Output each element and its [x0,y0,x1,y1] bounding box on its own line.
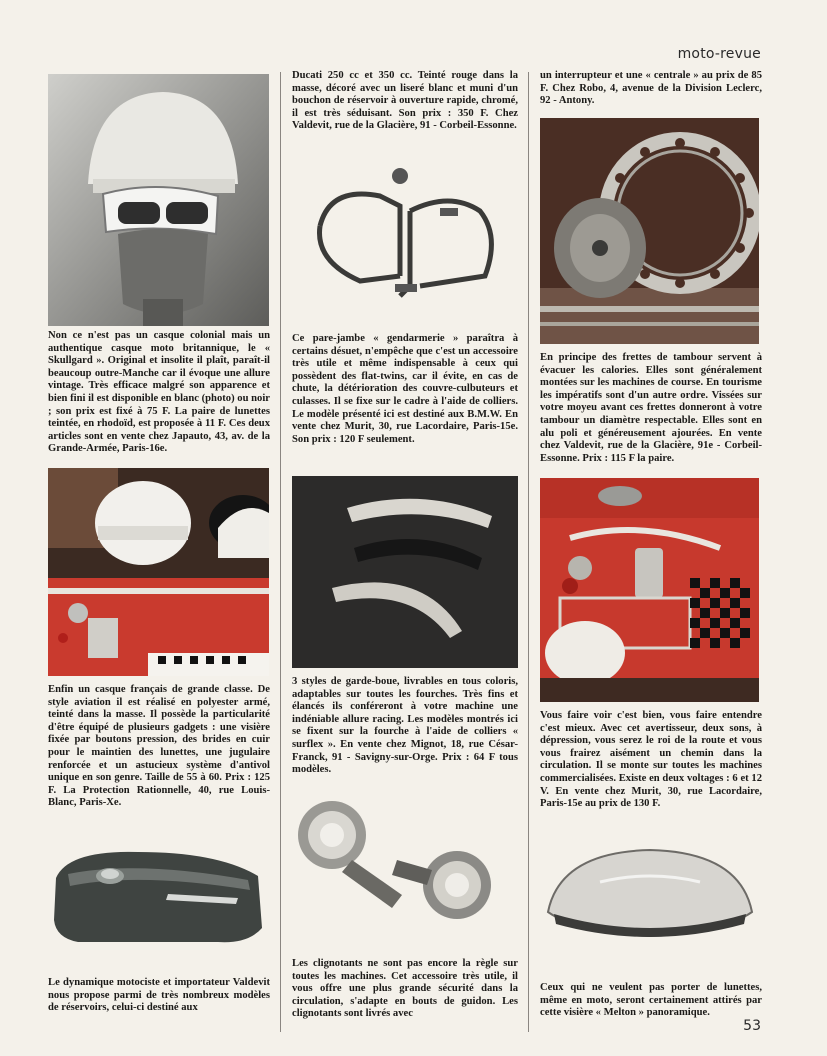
caption-fuel-tank: Le dynamique motociste et importateur Valdevit nous propose parmi de très nombreux modèles de réservoirs, celui-ci destiné aux [48,977,270,1014]
page-number: 53 [743,1018,761,1034]
page-header: moto-revue [677,46,761,62]
photo-leg-guard [300,166,510,326]
photo-brake-ring [540,118,759,344]
caption-horn: Vous faire voir c'est bien, vous faire entendre c'est mieux. Avec cet avertisseur, deux sons, à dépression, vous serez le roi de la route et vous vous frairez aisément un chemin dans la circulation. Il se monte sur toutes les machines commercialisées. Existe en deux voltages : 6 et 12 V. En vente chez Murit, 30, rue Lacordaire, Paris-15e au prix de 130 F. [540,710,762,810]
caption-robo: un interrupteur et une « centrale » au prix de 85 F. Chez Robo, 4, avenue de la Division Leclerc, 92 - Antony. [540,70,762,107]
caption-turn-signals: Les clignotants ne sont pas encore la règle sur toutes les machines. Cet accessoire très utile, il vous offre une plus grande sécurité dans la circulation, s'adapte en bouts de guidon. Les clignotants sont livrés avec [292,958,518,1020]
photo-turn-signals [292,780,518,938]
photo-french-helmet [48,468,269,676]
photo-horn [540,478,759,702]
caption-french-helmet: Enfin un casque français de grande classe. De style aviation il est réalisé en polyester armé, teinté dans la masse. Il possède la particularité d'être équipé de plusieurs gadgets : une visière fixée par boutons pression, des brides en cuir pour le maintien des lunettes, une jugulaire renforcée et un astucieux système d'antivol unique en son genre. Taille de 55 à 60. Prix : 125 F. La Protection Rationnelle, 40, rue Louis-Blanc, Paris-Xe. [48,684,270,809]
column-divider [280,72,281,1032]
column-divider [528,72,529,1032]
photo-visor [540,842,759,952]
photo-skullgard-helmet [48,74,269,326]
caption-mudguards: 3 styles de garde-boue, livrables en tous coloris, adaptables sur toutes les fourches. Très fins et élancés ils conféreront à votre machine une indéniable allure racing. Les modèles montrés ici se fixent sur la fourche à l'aide de colliers « surflex ». En vente chez Mignot, 18, rue César-Franck, 91 - Savigny-sur-Orge. Prix : 64 F tous modèles. [292,676,518,776]
caption-skullgard: Non ce n'est pas un casque colonial mais un authentique casque moto britannique, le « Skullgard ». Original et insolite il plaît, paraît-il beaucoup outre-Manche car il évoque une allure vintage. Très efficace malgré son apparence et bien fini il est disponible en blanc (photo) ou noir ; son prix est fixé à 75 F. La paire de lunettes teintée, en rhodoïd, est proposée à 11 F. Ces deux articles sont en vente chez Japauto, 43, av. de la Grande-Armée, Paris-16e. [48,330,270,455]
photo-mudguards [292,476,518,668]
caption-leg-guard: Ce pare-jambe « gendarmerie » paraîtra à certains désuet, n'empêche que c'est un accessoire très utile et même indispensable à ceux qui possèdent des flat-twins, car il évite, en cas de chute, la détérioration des couvre-culbuteurs et culasses. Il se fixe sur le cadre à l'aide de colliers. Le modèle présenté ici est destiné aux B.M.W. En vente chez Murit, 30, rue Lacordaire, Paris-15e. Son prix : 120 F seulement. [292,333,518,445]
caption-brake-ring: En principe des frettes de tambour servent à évacuer les calories. Elles sont généralement montées sur les machines de course. En tourisme les impératifs sont d'un autre ordre. Vissées sur votre moyeu avant ces frettes donneront à votre tambour un diamètre respectable. Elles sont en alu poli et généreusement ajourées. En vente chez Valdevit, rue de la Glacière, 91e - Corbeil-Essonne. Prix : 115 F la paire. [540,352,762,464]
caption-visor: Ceux qui ne veulent pas porter de lunettes, même en moto, seront certainement attirés par cette visière « Melton » panoramique. [540,982,762,1019]
caption-ducati-tank: Ducati 250 cc et 350 cc. Teinté rouge dans la masse, décoré avec un liseré blanc et muni d'un bouchon de réservoir à ouverture rapide, chromé, il est très séduisant. Son prix : 350 F. Chez Valdevit, rue de la Glacière, 91 - Corbeil-Essonne. [292,70,518,132]
photo-fuel-tank [48,838,269,950]
